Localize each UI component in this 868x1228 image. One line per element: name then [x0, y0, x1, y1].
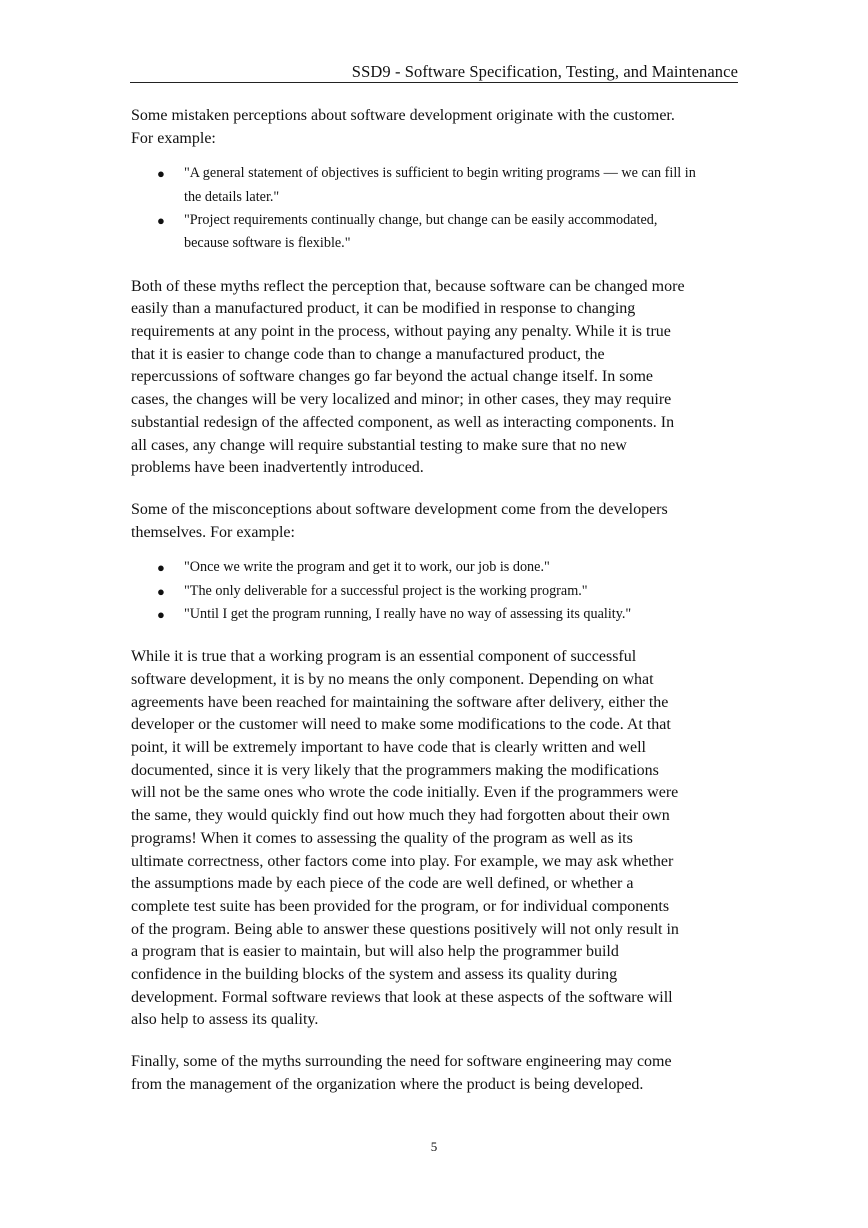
bullet-icon: ●: [157, 213, 165, 228]
bullet-icon: ●: [157, 166, 165, 182]
list-item-text: "Once we write the program and get it to work, our job is done.": [184, 559, 550, 576]
page-body: [131, 105, 741, 1117]
list-item: [131, 162, 741, 209]
running-header: SSD9 - Software Specification, Testing, and Maintenance: [130, 62, 738, 83]
paragraph-developer-intro: Some of the misconceptions about software development come from the developers themselves. For example:: [131, 500, 668, 541]
paragraph-myth-analysis: Both of these myths reflect the perception that, because software can be changed more easily than a manufactured product, it can be modified in response to changing requirements at any point in the process, without paying any penalty. While it is true that it is easier to change code than to change a manufactured product, the repercussions of software changes go far beyond the actual change itself. In some cases, the changes will be very localized and minor; in other cases, they may require substantial redesign of the affected component, as well as interacting components. In all cases, any change will require substantial testing to make sure that no new problems have been inadvertently introduced.: [131, 277, 685, 477]
bullet-icon: ●: [157, 560, 165, 576]
list-item-text: "Until I get the program running, I really have no way of assessing its quality.": [184, 605, 632, 622]
list-item: [131, 209, 741, 256]
paragraph-working-program: While it is true that a working program is an essential component of successful software development, it is by no means the only component. Depending on what agreements have been reached for maintaining the software after delivery, either the developer or the customer will need to make some modifications to the code. At that point, it will be extremely important to have code that is clearly written and well documented, since it is very likely that the programmers making the modifications will not be the same ones who wrote the code initially. Even if the programmers were the same, they would quickly find out how much they had forgotten about their own programs! When it comes to assessing the quality of the program as well as its ultimate correctness, other factors come into play. For example, we may ask whether the assumptions made by each piece of the code are well defined, or whether a complete test suite has been provided for the program, or for individual components of the program. Being able to answer these questions positively will not only result in a program that is easier to maintain, but will also help the programmer build confidence in the building blocks of the system and assess its quality during development. Formal software reviews that look at these aspects of the software will also help to assess its quality.: [131, 648, 679, 1029]
list-item: [131, 580, 741, 603]
paragraph-management-myths: Finally, some of the myths surrounding the need for software engineering may come from the management of the organization where the product is being developed.: [131, 1053, 672, 1093]
bullet-icon: ●: [157, 583, 165, 599]
list-item-text: "Project requirements continually change, but change can be easily accommodated, because software is flexible.": [184, 212, 658, 252]
customer-myths-list: [131, 162, 741, 255]
list-item: [131, 603, 741, 626]
list-item-text: "A general statement of objectives is sufficient to begin writing programs — we can fill in the details later.": [184, 165, 696, 205]
developer-myths-list: [131, 556, 741, 626]
list-item: [131, 556, 741, 579]
paragraph-customer-intro: Some mistaken perceptions about software development originate with the customer. For example:: [131, 107, 675, 147]
page-number: 5: [430, 1139, 438, 1154]
list-item-text: "The only deliverable for a successful project is the working program.": [184, 582, 588, 599]
bullet-icon: ●: [157, 606, 165, 622]
